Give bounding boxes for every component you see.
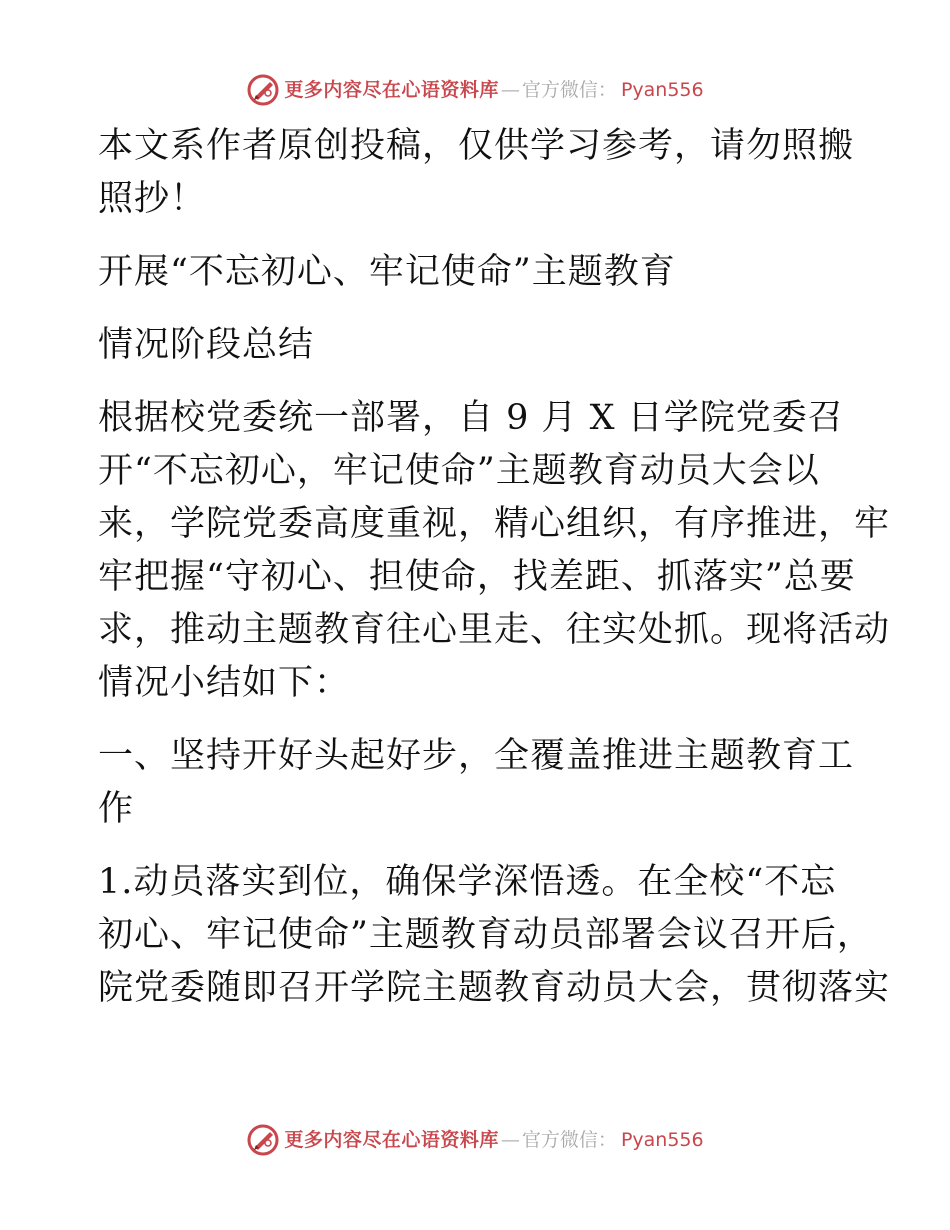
paragraph xyxy=(98,120,858,226)
text-line: 根据校党委统一部署，自 9 月 X 日学院党委召 xyxy=(98,398,844,438)
text-line: 院党委随即召开学院主题教育动员大会，贯彻落实 xyxy=(98,968,891,1008)
text-line: 来，学院党委高度重视，精心组织，有序推进，牢 xyxy=(98,504,891,544)
text-line: 情况小结如下： xyxy=(98,663,351,703)
banner-main-text: 更多内容尽在心语资料库 xyxy=(284,1129,499,1151)
text-line: 作 xyxy=(98,789,135,829)
document-subtitle xyxy=(98,319,858,372)
paragraph xyxy=(98,856,891,1015)
banner-wechat-label: 官方微信： xyxy=(521,79,617,101)
text-line: 1.动员落实到位，确保学深悟透。在全校“不忘 xyxy=(98,862,837,902)
text-line: 情况阶段总结 xyxy=(98,325,315,365)
document-title xyxy=(98,246,858,299)
banner-main-text: 更多内容尽在心语资料库 xyxy=(284,79,499,101)
banner-wechat-id: Pyan556 xyxy=(620,79,704,101)
banner-separator: — xyxy=(500,1129,520,1151)
text-line: 一、坚持开好头起好步，全覆盖推进主题教育工 xyxy=(98,736,855,776)
text-line: 本文系作者原创投稿，仅供学习参考，请勿照搬 xyxy=(98,126,855,166)
footer-banner xyxy=(0,1120,950,1160)
paragraph xyxy=(98,392,891,710)
text-line: 初心、牢记使命”主题教育动员部署会议召开后， xyxy=(98,915,873,955)
text-line: 牢把握“守初心、担使命，找差距、抓落实”总要 xyxy=(98,557,856,597)
text-line: 开展“不忘初心、牢记使命”主题教育 xyxy=(98,252,676,292)
banner-wechat-label: 官方微信： xyxy=(521,1129,617,1151)
text-line: 求，推动主题教育往心里走、往实处抓。现将活动 xyxy=(98,610,891,650)
section-heading xyxy=(98,730,858,836)
document-body xyxy=(98,120,891,1035)
banner-separator: — xyxy=(500,79,520,101)
text-line: 开“不忘初心，牢记使命”主题教育动员大会以 xyxy=(98,451,820,491)
text-line: 照抄！ xyxy=(98,179,207,219)
brand-logo-icon xyxy=(246,73,280,107)
banner-wechat-id: Pyan556 xyxy=(620,1129,704,1151)
header-banner xyxy=(0,70,950,110)
brand-logo-icon xyxy=(246,1123,280,1157)
